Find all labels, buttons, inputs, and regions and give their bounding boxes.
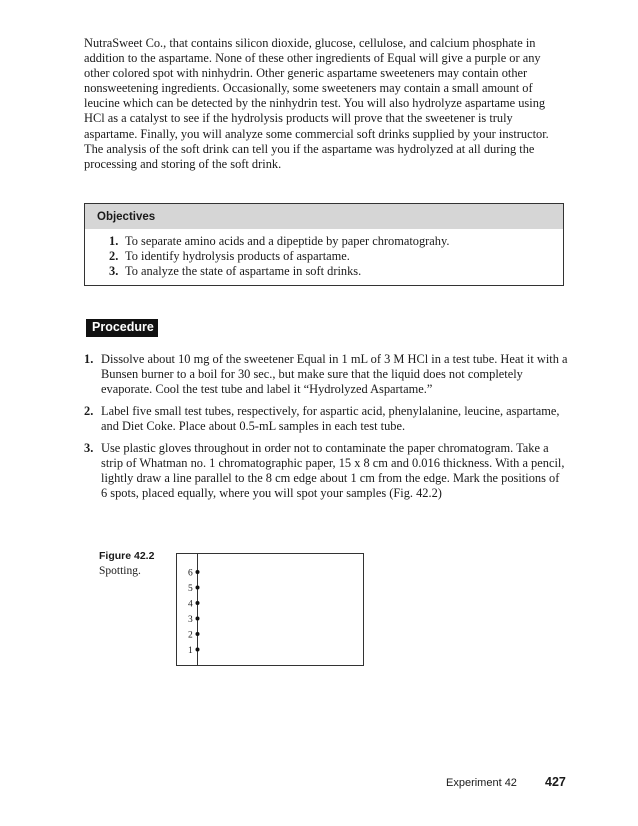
intro-paragraph: NutraSweet Co., that contains silicon dioxide, glucose, cellulose, and calcium phosphate in addition to the aspartame. None of these other ingredients of Equal will give a purple or any other colored spot with ninhydrin. Other generic aspartame sweeteners may contain other nonsweetening ingredients. Occasionally, some sweeteners may contain a small amount of leucine which can be detected by the ninhydrin test. You will also hydrolyze aspartame using HCl as a catalyst to see if the hydrolysis products will prove that the sweetener is truly aspartame. Finally, you will analyze some commercial soft drinks supplied by your instructor. The analysis of the soft drink can tell you if the aspartame was hydrolyzed at all during the processing and storing of the soft drink. (84, 36, 549, 171)
spot-label: 5 (188, 584, 193, 594)
figure-label: Figure 42.2 (99, 550, 155, 562)
step-text: Dissolve about 10 mg of the sweetener Equal in 1 mL of 3 M HCl in a test tube. Heat it with a Bunsen burner to a boil for 30 sec., but make sure that the liquid does not completely evaporate. Cool the test tube and label it “Hydrolyzed Aspartame.” (101, 352, 568, 396)
objective-number: 1. (109, 234, 119, 248)
spot-dot (196, 570, 200, 574)
footer-experiment: Experiment 42 (446, 777, 517, 789)
objective-number: 3. (109, 264, 119, 278)
spot-label: 4 (188, 599, 193, 610)
spot-dot (196, 648, 200, 652)
objective-number: 2. (109, 249, 119, 263)
procedure-steps (84, 352, 568, 508)
spot-dot (196, 601, 200, 605)
objective-item (109, 234, 563, 249)
objective-text: To separate amino acids and a dipeptide by paper chromatograhy. (125, 234, 450, 248)
spot-label: 3 (188, 615, 193, 625)
objectives-list (85, 234, 563, 279)
step-number: 2. (84, 404, 94, 418)
procedure-heading: Procedure (86, 319, 158, 337)
spot-label: 1 (188, 646, 193, 656)
paper-strip (177, 554, 364, 666)
objective-text: To identify hydrolysis products of aspartame. (125, 249, 350, 263)
spot-dot (196, 632, 200, 636)
objective-item (109, 264, 563, 279)
step-text: Use plastic gloves throughout in order not to contaminate the paper chromatogram. Take a strip of Whatman no. 1 chromatographic paper, 15 x 8 cm and 0.016 thickness. With a pencil, lightly draw a line parallel to the 8 cm edge about 1 cm from the edge. Mark the positions of 6 spots, placed equally, where you will spot your samples (Fig. 42.2) (101, 441, 565, 500)
procedure-step (84, 404, 568, 434)
objective-item (109, 249, 563, 264)
figure-caption: Spotting. (99, 565, 141, 577)
procedure-step (84, 352, 568, 397)
spot-label: 2 (188, 630, 193, 641)
objective-text: To analyze the state of aspartame in soft drinks. (125, 264, 362, 278)
spot-label: 6 (188, 568, 193, 579)
spot-dot (196, 617, 200, 621)
objectives-title: Objectives (85, 204, 563, 229)
spotting-diagram (176, 553, 366, 668)
procedure-step (84, 441, 568, 501)
page-number: 427 (545, 775, 566, 789)
objectives-box (84, 203, 564, 286)
step-number: 3. (84, 441, 94, 455)
spot-dot (196, 586, 200, 590)
step-number: 1. (84, 352, 94, 366)
step-text: Label five small test tubes, respectively, for aspartic acid, phenylalanine, leucine, aspartame, and Diet Coke. Place about 0.5-mL samples in each test tube. (101, 404, 560, 433)
